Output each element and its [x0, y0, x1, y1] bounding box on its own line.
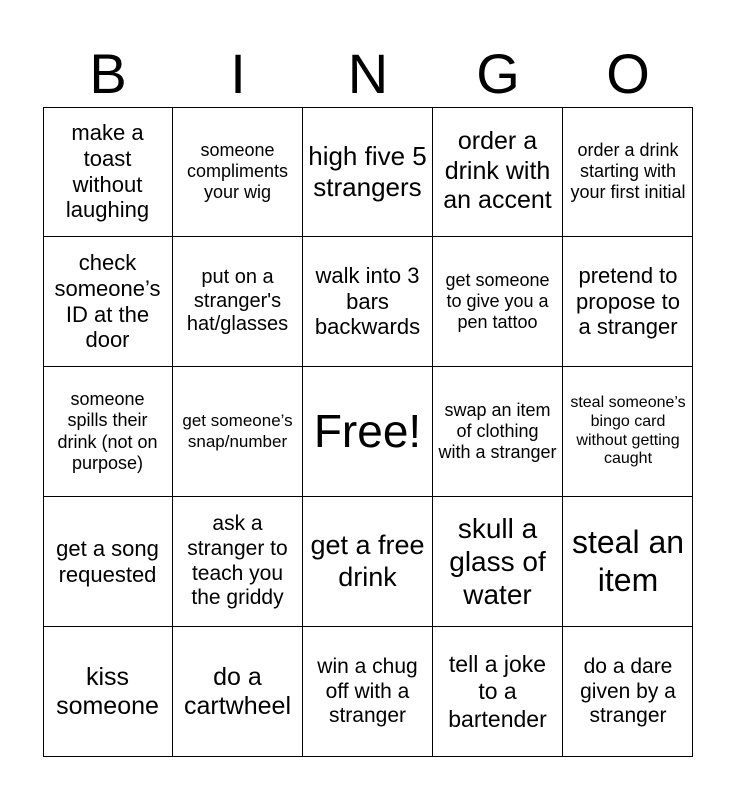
bingo-cell-text: get someone’s snap/number	[182, 411, 293, 451]
bingo-cell[interactable]	[563, 367, 693, 497]
bingo-cell-text: get a song requested	[56, 535, 159, 587]
bingo-cell-text: ask a stranger to teach you the griddy	[187, 511, 288, 610]
free-space-cell[interactable]	[303, 367, 433, 497]
bingo-cell-text: order a drink with an accent	[443, 127, 552, 215]
header-letter-i: I	[230, 42, 246, 105]
bingo-cell-text: win a chug off with a stranger	[317, 654, 418, 728]
bingo-cell[interactable]	[433, 107, 563, 237]
bingo-cell-text: make a toast without laughing	[65, 119, 150, 223]
bingo-cell[interactable]	[43, 367, 173, 497]
bingo-cell-text: skull a glass of water	[449, 512, 546, 611]
bingo-cell-text: kiss someone	[56, 662, 159, 720]
bingo-cell-text: pretend to propose to a stranger	[576, 262, 680, 340]
header-letter-o: O	[606, 42, 650, 105]
bingo-cell-text: steal an item	[571, 523, 685, 598]
bingo-grid	[43, 107, 693, 757]
bingo-cell[interactable]	[303, 237, 433, 367]
bingo-cell[interactable]	[173, 367, 303, 497]
bingo-cell[interactable]	[173, 497, 303, 627]
bingo-header	[43, 40, 693, 108]
bingo-cell[interactable]	[43, 237, 173, 367]
bingo-cell[interactable]	[563, 497, 693, 627]
bingo-cell[interactable]	[173, 237, 303, 367]
bingo-cell-text: put on a stranger's hat/glasses	[186, 266, 289, 336]
bingo-cell[interactable]	[303, 107, 433, 237]
bingo-cell[interactable]	[563, 237, 693, 367]
bingo-cell-text: do a cartwheel	[184, 662, 291, 720]
bingo-cell[interactable]	[563, 107, 693, 237]
header-letter-g: G	[476, 42, 520, 105]
bingo-cell-text: someone compliments your wig	[186, 139, 289, 203]
bingo-cell[interactable]	[303, 497, 433, 627]
bingo-cell-text: do a dare given by a stranger	[580, 654, 676, 728]
bingo-cell[interactable]	[43, 107, 173, 237]
bingo-cell[interactable]	[43, 627, 173, 757]
bingo-cell[interactable]	[563, 627, 693, 757]
bingo-cell-text: swap an item of clothing with a stranger	[438, 399, 557, 463]
bingo-cell[interactable]	[433, 497, 563, 627]
bingo-cell-text: Free!	[313, 405, 422, 458]
bingo-cell[interactable]	[433, 237, 563, 367]
header-letter-b: B	[89, 42, 127, 105]
header-letter-n: N	[347, 42, 389, 105]
bingo-cell-text: walk into 3 bars backwards	[314, 262, 421, 340]
bingo-cell[interactable]	[173, 627, 303, 757]
bingo-cell-text: steal someone’s bingo card without getting caught	[570, 393, 686, 468]
bingo-cell-text: order a drink starting with your first initial	[570, 139, 686, 203]
bingo-cell-text: get someone to give you a pen tattoo	[445, 269, 550, 333]
bingo-cell-text: high five 5 strangers	[308, 140, 427, 202]
bingo-cell[interactable]	[173, 107, 303, 237]
bingo-cell-text: get a free drink	[310, 529, 425, 592]
bingo-cell[interactable]	[303, 627, 433, 757]
bingo-cell[interactable]	[433, 627, 563, 757]
bingo-cell-text: tell a joke to a bartender	[448, 651, 547, 732]
bingo-cell[interactable]	[43, 497, 173, 627]
bingo-cell-text: someone spills their drink (not on purpose)	[57, 389, 158, 473]
bingo-cell[interactable]	[433, 367, 563, 497]
bingo-cell-text: check someone’s ID at the door	[54, 249, 161, 353]
